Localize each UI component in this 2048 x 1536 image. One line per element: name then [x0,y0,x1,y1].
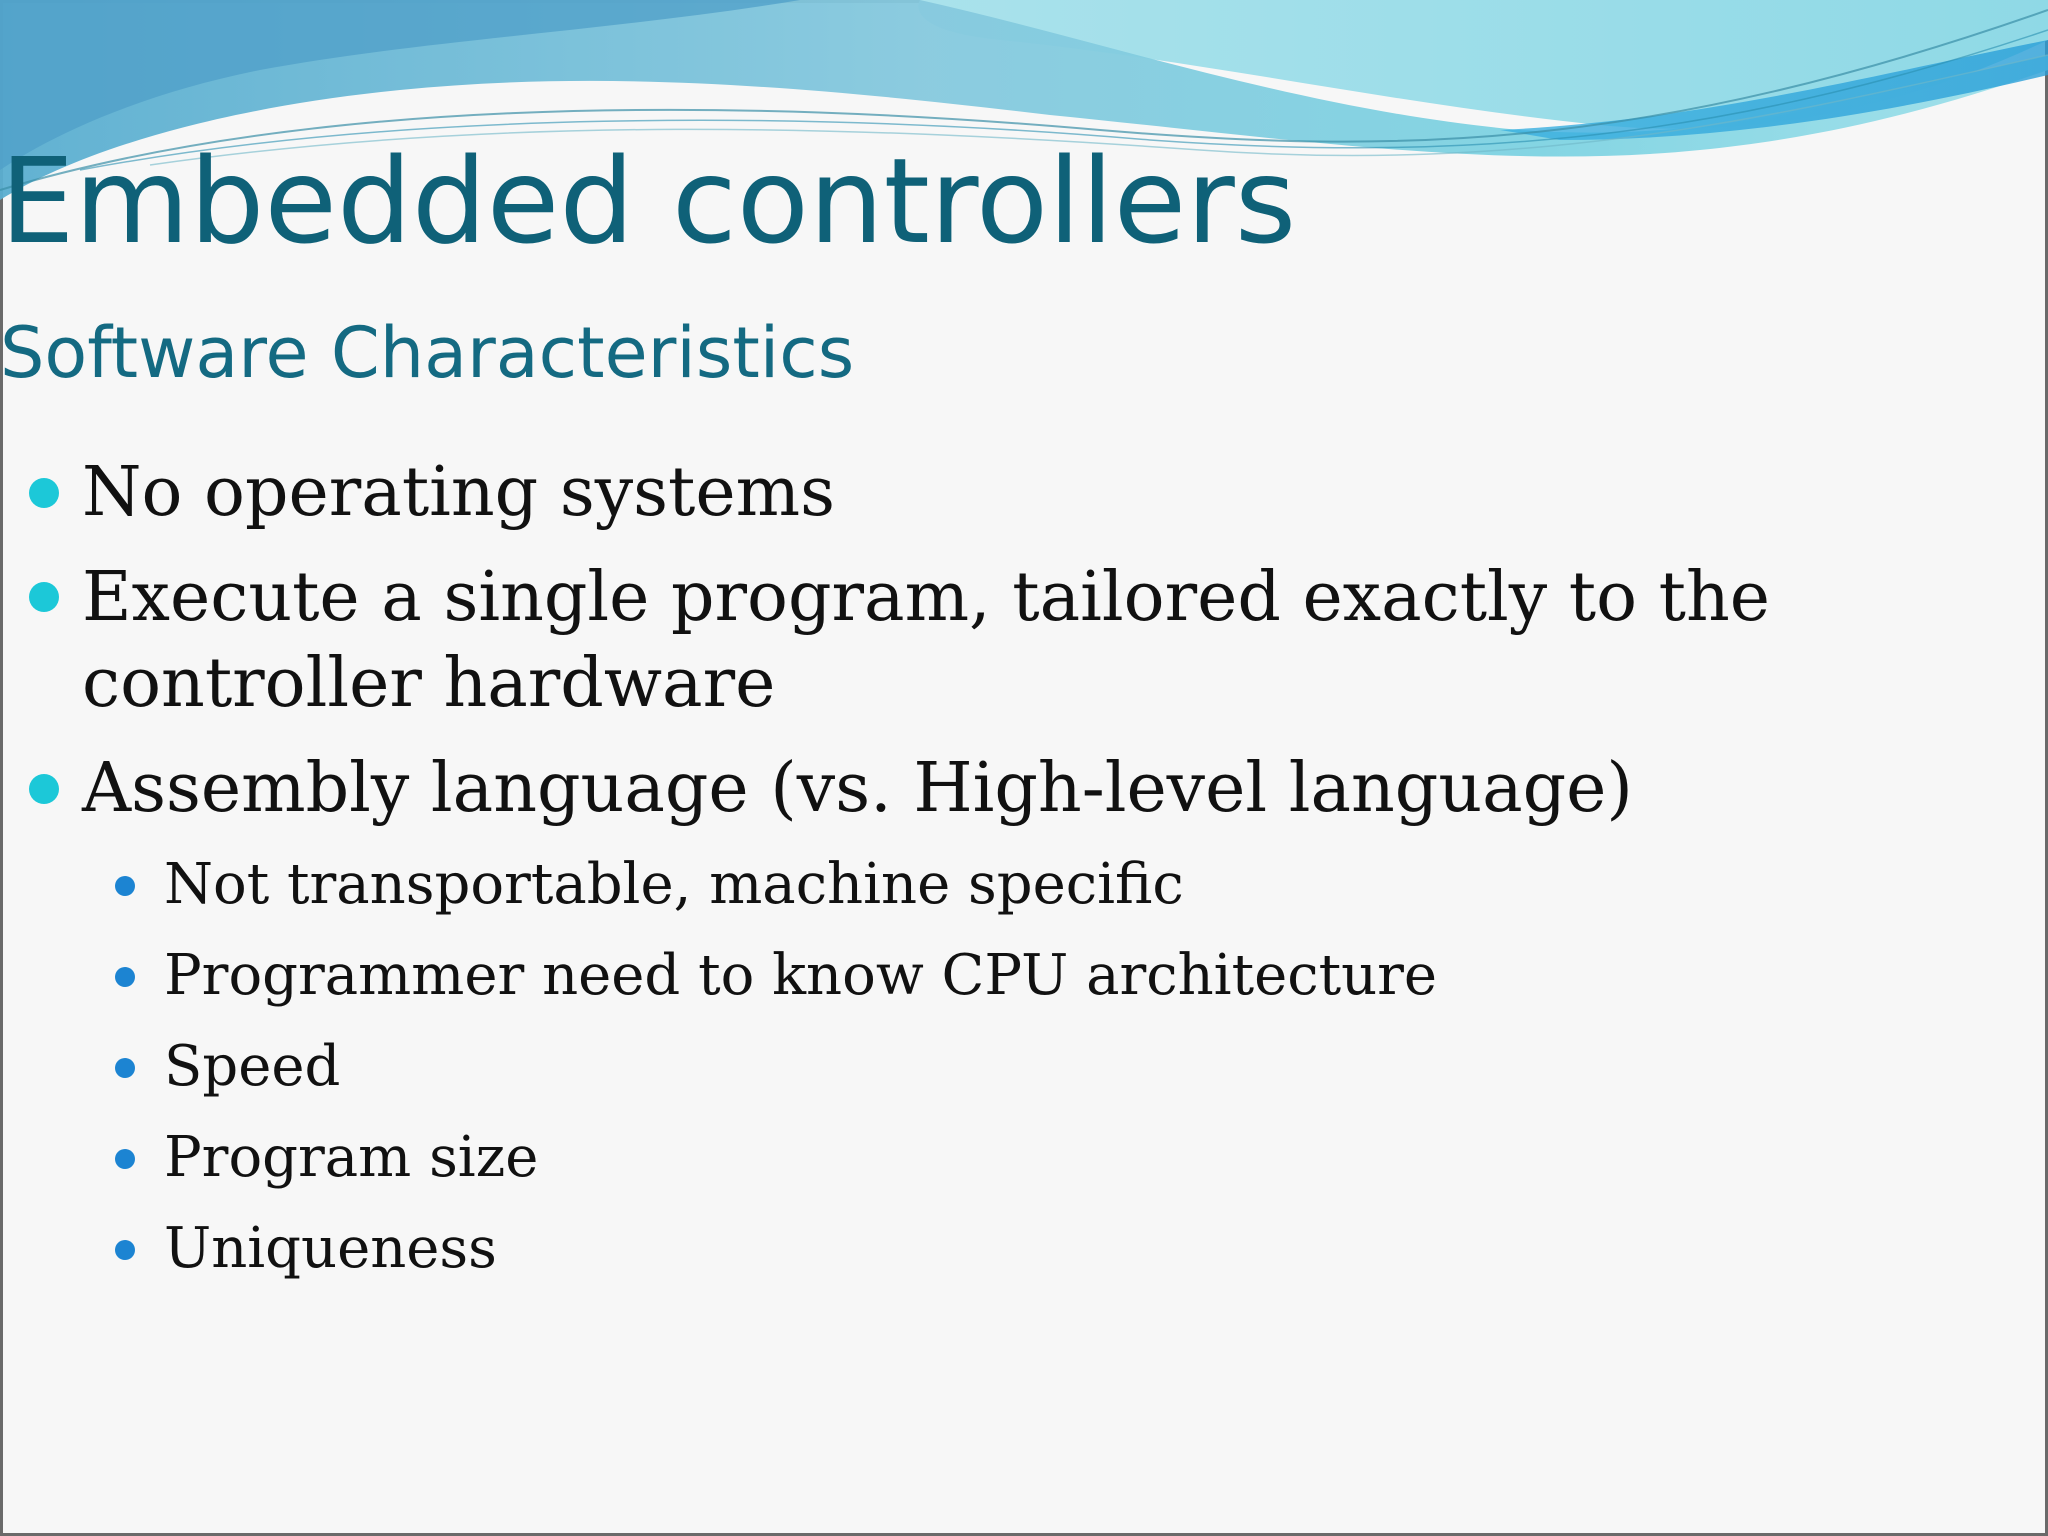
sub-bullet-dot [115,1149,135,1169]
bullet-dot [29,774,59,804]
sub-bullet-dot [115,1240,135,1260]
bullet-item: Assembly language (vs. High-level language) [82,749,1633,828]
sub-bullet-item: Speed [164,1034,341,1099]
sub-bullet-dot [115,1058,135,1078]
sub-bullet-dot [115,876,135,896]
bullet-dot [29,582,59,612]
sub-bullet-item: Program size [164,1125,539,1190]
bullet-dot [29,478,59,508]
sub-bullet-dot [115,967,135,987]
slide-title: Embedded controllers [0,132,1297,270]
bullet-item: No operating systems [82,453,835,532]
sub-bullet-item: Programmer need to know CPU architecture [164,943,1438,1008]
sub-bullet-item: Not transportable, machine specific [164,852,1184,917]
sub-bullet-item: Uniqueness [164,1216,497,1281]
bullet-item-continuation: controller hardware [82,644,776,723]
bullet-item: Execute a single program, tailored exactly to the [82,558,1771,637]
slide-subtitle: Software Characteristics [0,312,855,394]
